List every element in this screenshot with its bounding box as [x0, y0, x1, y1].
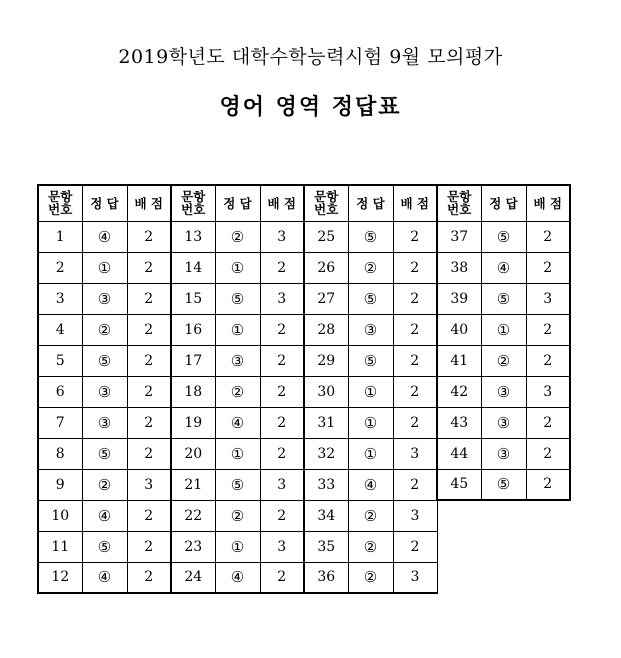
- points-cell: 2: [526, 221, 570, 252]
- question-number-cell: 14: [171, 252, 215, 283]
- answer-cell: ①: [348, 407, 393, 438]
- empty-cell: [437, 531, 481, 562]
- points-cell: 2: [127, 283, 171, 314]
- answer-cell: ⑤: [82, 438, 127, 469]
- answer-cell: ④: [348, 469, 393, 500]
- question-number-cell: 15: [171, 283, 215, 314]
- points-cell: 2: [260, 407, 304, 438]
- answer-cell: ④: [481, 252, 526, 283]
- question-number-cell: 9: [38, 469, 82, 500]
- question-number-cell: 4: [38, 314, 82, 345]
- empty-cell: [481, 500, 526, 531]
- table-row: [38, 562, 570, 593]
- question-number-cell: 20: [171, 438, 215, 469]
- header-question-number: [38, 185, 82, 221]
- answer-cell: ③: [481, 438, 526, 469]
- points-cell: 3: [526, 283, 570, 314]
- question-number-cell: 37: [437, 221, 481, 252]
- empty-cell: [437, 500, 481, 531]
- question-number-cell: 40: [437, 314, 481, 345]
- answer-cell: ③: [481, 376, 526, 407]
- points-cell: 2: [127, 562, 171, 593]
- points-cell: 2: [127, 252, 171, 283]
- header-answer: 정 답: [82, 185, 127, 221]
- page-subtitle: 영어 영역 정답표: [219, 94, 402, 120]
- empty-cell: [526, 562, 570, 593]
- points-cell: 2: [127, 500, 171, 531]
- answer-cell: ⑤: [348, 345, 393, 376]
- answer-cell: ①: [215, 252, 260, 283]
- question-number-cell: 5: [38, 345, 82, 376]
- answer-cell: ①: [348, 438, 393, 469]
- answer-cell: ⑤: [481, 283, 526, 314]
- answer-cell: ②: [215, 221, 260, 252]
- empty-cell: [481, 562, 526, 593]
- question-number-cell: 23: [171, 531, 215, 562]
- answer-cell: ①: [215, 531, 260, 562]
- points-cell: 3: [127, 469, 171, 500]
- points-cell: 2: [260, 376, 304, 407]
- answer-cell: ④: [82, 500, 127, 531]
- header-points: 배 점: [127, 185, 171, 221]
- question-number-cell: 22: [171, 500, 215, 531]
- points-cell: 2: [127, 438, 171, 469]
- header-answer: 정 답: [348, 185, 393, 221]
- header-points: 배 점: [393, 185, 437, 221]
- question-number-cell: 44: [437, 438, 481, 469]
- question-number-cell: 13: [171, 221, 215, 252]
- answer-cell: ⑤: [215, 469, 260, 500]
- question-number-cell: 28: [304, 314, 348, 345]
- points-cell: 2: [260, 314, 304, 345]
- answer-cell: ③: [82, 407, 127, 438]
- question-number-cell: 43: [437, 407, 481, 438]
- question-number-cell: 8: [38, 438, 82, 469]
- answer-cell: ⑤: [348, 221, 393, 252]
- answer-cell: ②: [348, 500, 393, 531]
- points-cell: 2: [393, 407, 437, 438]
- points-cell: 2: [260, 345, 304, 376]
- table-row: [38, 221, 570, 252]
- answer-cell: ④: [215, 562, 260, 593]
- question-number-cell: 30: [304, 376, 348, 407]
- question-number-cell: 36: [304, 562, 348, 593]
- table-row: [38, 314, 570, 345]
- answer-cell: ⑤: [348, 283, 393, 314]
- table-row: [38, 283, 570, 314]
- points-cell: 3: [393, 562, 437, 593]
- question-number-cell: 17: [171, 345, 215, 376]
- points-cell: 2: [127, 221, 171, 252]
- points-cell: 2: [393, 314, 437, 345]
- question-number-cell: 45: [437, 469, 481, 500]
- question-number-cell: 27: [304, 283, 348, 314]
- header-question-number: [304, 185, 348, 221]
- points-cell: 3: [260, 469, 304, 500]
- header-number-line2: 번호: [181, 202, 206, 218]
- points-cell: 2: [393, 469, 437, 500]
- answer-cell: ②: [481, 345, 526, 376]
- points-cell: 3: [260, 283, 304, 314]
- points-cell: 2: [127, 531, 171, 562]
- points-cell: 2: [526, 438, 570, 469]
- table-row: [38, 376, 570, 407]
- question-number-cell: 35: [304, 531, 348, 562]
- question-number-cell: 29: [304, 345, 348, 376]
- question-number-cell: 24: [171, 562, 215, 593]
- question-number-cell: 38: [437, 252, 481, 283]
- answer-cell: ②: [82, 469, 127, 500]
- points-cell: 2: [393, 531, 437, 562]
- answer-cell: ③: [481, 407, 526, 438]
- answer-cell: ④: [82, 221, 127, 252]
- points-cell: 2: [526, 469, 570, 500]
- points-cell: 2: [260, 562, 304, 593]
- question-number-cell: 33: [304, 469, 348, 500]
- question-number-cell: 25: [304, 221, 348, 252]
- points-cell: 3: [260, 221, 304, 252]
- answer-cell: ②: [82, 314, 127, 345]
- answer-cell: ①: [348, 376, 393, 407]
- question-number-cell: 2: [38, 252, 82, 283]
- points-cell: 3: [393, 500, 437, 531]
- header-number-line2: 번호: [48, 202, 73, 218]
- answer-cell: ②: [215, 376, 260, 407]
- points-cell: 2: [127, 345, 171, 376]
- points-cell: 2: [393, 345, 437, 376]
- points-cell: 3: [526, 376, 570, 407]
- question-number-cell: 21: [171, 469, 215, 500]
- points-cell: 2: [526, 407, 570, 438]
- answer-cell: ②: [215, 500, 260, 531]
- answer-cell: ③: [348, 314, 393, 345]
- header-points: 배 점: [260, 185, 304, 221]
- header-number-line1: 문항: [48, 189, 73, 205]
- points-cell: 2: [526, 314, 570, 345]
- points-cell: 2: [127, 376, 171, 407]
- answer-cell: ①: [82, 252, 127, 283]
- header-row: [38, 185, 570, 221]
- question-number-cell: 39: [437, 283, 481, 314]
- header-question-number: [171, 185, 215, 221]
- points-cell: 2: [526, 345, 570, 376]
- question-number-cell: 42: [437, 376, 481, 407]
- empty-cell: [526, 531, 570, 562]
- points-cell: 2: [260, 500, 304, 531]
- answer-cell: ⑤: [481, 469, 526, 500]
- question-number-cell: 7: [38, 407, 82, 438]
- question-number-cell: 18: [171, 376, 215, 407]
- points-cell: 3: [393, 438, 437, 469]
- points-cell: 2: [260, 438, 304, 469]
- question-number-cell: 6: [38, 376, 82, 407]
- points-cell: 2: [393, 283, 437, 314]
- points-cell: 2: [127, 314, 171, 345]
- header-number-line2: 번호: [314, 202, 339, 218]
- question-number-cell: 3: [38, 283, 82, 314]
- answer-cell: ②: [348, 562, 393, 593]
- header-number-line1: 문항: [447, 189, 472, 205]
- points-cell: 2: [260, 252, 304, 283]
- question-number-cell: 26: [304, 252, 348, 283]
- question-number-cell: 41: [437, 345, 481, 376]
- question-number-cell: 34: [304, 500, 348, 531]
- points-cell: 2: [127, 407, 171, 438]
- answer-cell: ④: [82, 562, 127, 593]
- question-number-cell: 16: [171, 314, 215, 345]
- answer-cell: ②: [348, 252, 393, 283]
- table-row: [38, 469, 570, 500]
- points-cell: 2: [393, 252, 437, 283]
- question-number-cell: 12: [38, 562, 82, 593]
- points-cell: 2: [526, 252, 570, 283]
- points-cell: 2: [393, 221, 437, 252]
- table-row: [38, 531, 570, 562]
- answer-cell: ③: [215, 345, 260, 376]
- header-answer: 정 답: [215, 185, 260, 221]
- page-title: 2019학년도 대학수학능력시험 9월 모의평가: [118, 46, 503, 68]
- header-points: 배 점: [526, 185, 570, 221]
- header-number-line2: 번호: [447, 202, 472, 218]
- question-number-cell: 31: [304, 407, 348, 438]
- answer-cell: ①: [215, 438, 260, 469]
- answer-cell: ③: [82, 283, 127, 314]
- table-row: [38, 407, 570, 438]
- answer-cell: ④: [215, 407, 260, 438]
- header-number-line1: 문항: [181, 189, 206, 205]
- table-row: [38, 438, 570, 469]
- answer-cell: ⑤: [82, 345, 127, 376]
- empty-cell: [481, 531, 526, 562]
- table-row: [38, 500, 570, 531]
- question-number-cell: 1: [38, 221, 82, 252]
- question-number-cell: 11: [38, 531, 82, 562]
- points-cell: 2: [393, 376, 437, 407]
- answer-cell: ⑤: [481, 221, 526, 252]
- question-number-cell: 10: [38, 500, 82, 531]
- table-row: [38, 345, 570, 376]
- question-number-cell: 19: [171, 407, 215, 438]
- header-number-line1: 문항: [314, 189, 339, 205]
- empty-cell: [526, 500, 570, 531]
- empty-cell: [437, 562, 481, 593]
- points-cell: 3: [260, 531, 304, 562]
- answer-cell: ⑤: [82, 531, 127, 562]
- header-answer: 정 답: [481, 185, 526, 221]
- answer-cell: ⑤: [215, 283, 260, 314]
- question-number-cell: 32: [304, 438, 348, 469]
- answer-table: [37, 184, 571, 594]
- answer-cell: ①: [215, 314, 260, 345]
- answer-table-container: [37, 184, 571, 594]
- answer-cell: ③: [82, 376, 127, 407]
- answer-cell: ①: [481, 314, 526, 345]
- answer-cell: ②: [348, 531, 393, 562]
- header-question-number: [437, 185, 481, 221]
- table-row: [38, 252, 570, 283]
